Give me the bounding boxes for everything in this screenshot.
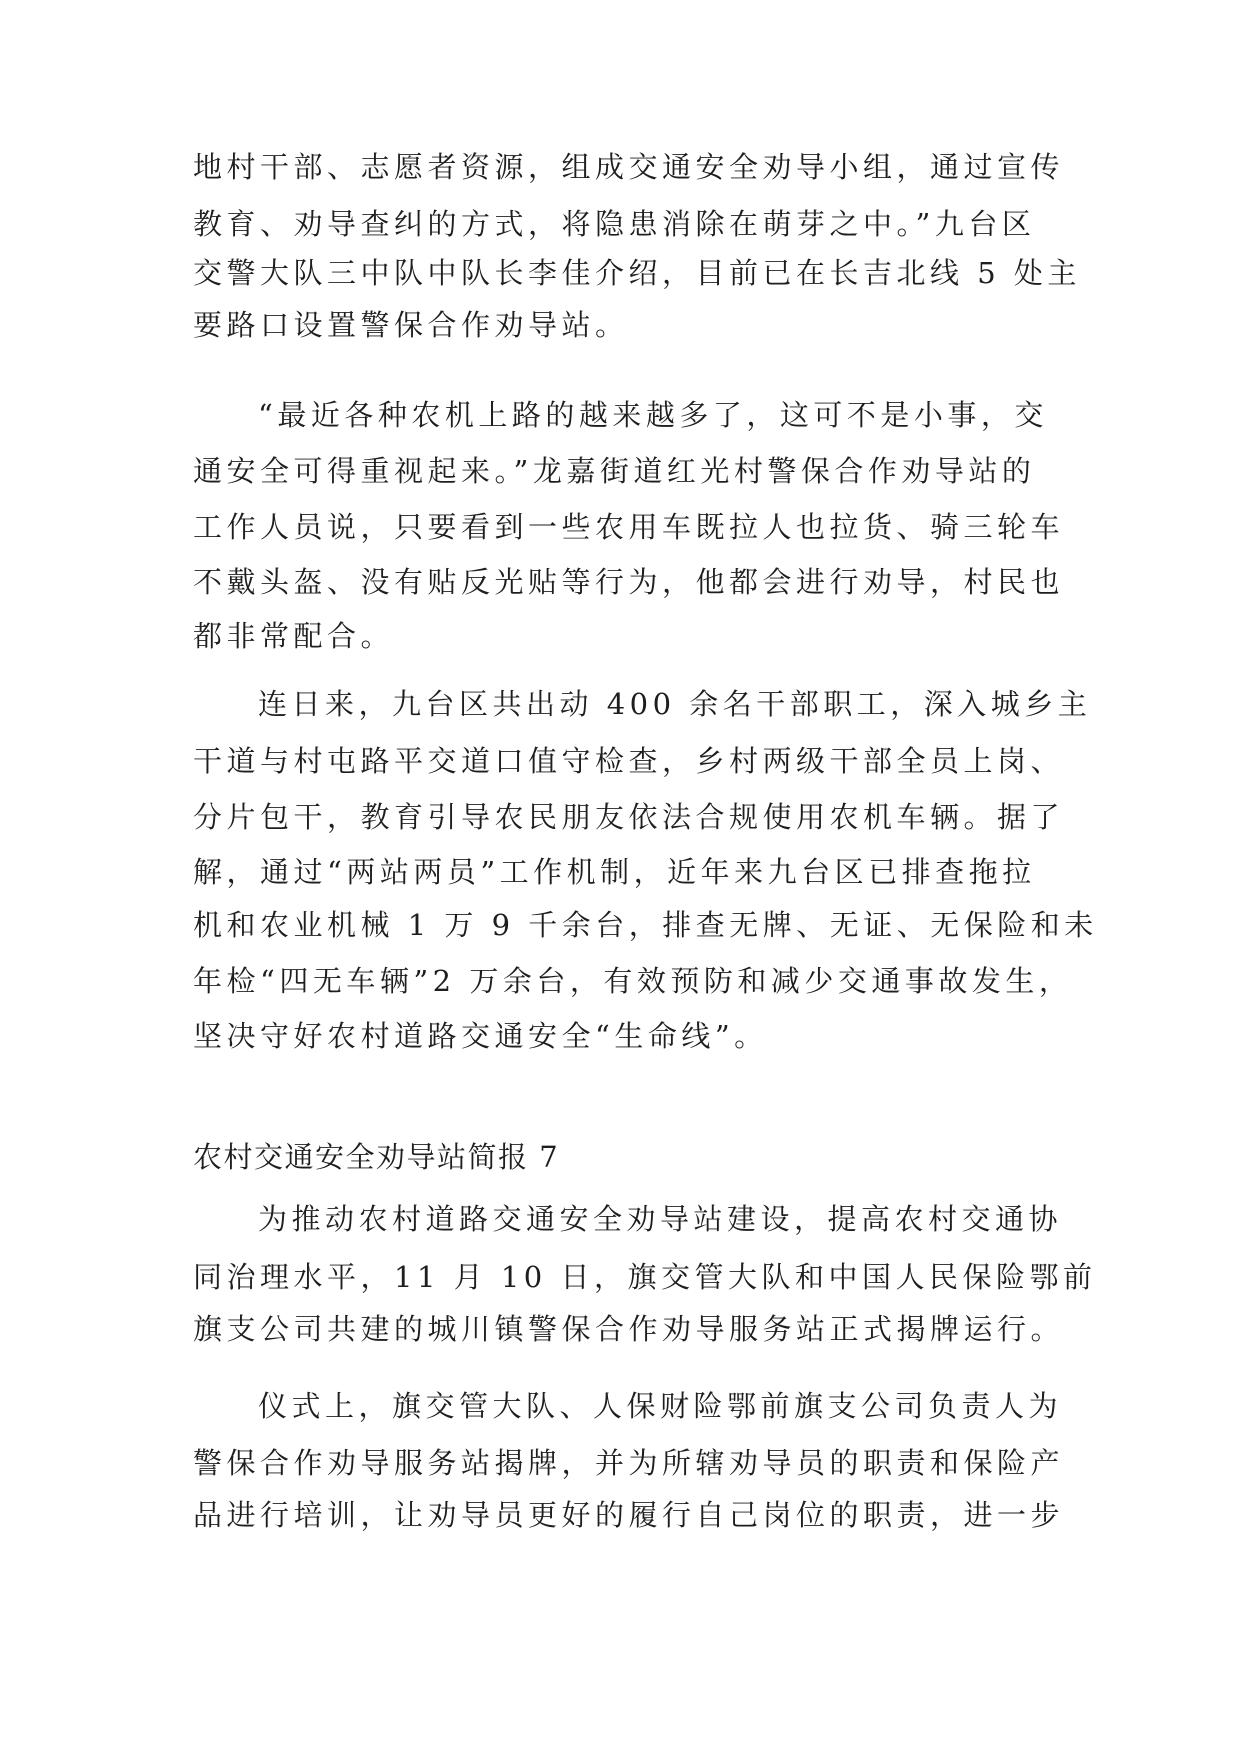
text-line: 同治理水平，11 月 10 日，旗交管大队和中国人民保险鄂前 [193, 1260, 1097, 1294]
text-line: 不戴头盔、没有贴反光贴等行为，他都会进行劝导，村民也 [193, 565, 1065, 599]
text-line: 为推动农村道路交通安全劝导站建设，提高农村交通协 [258, 1202, 1063, 1236]
text-line: “最近各种农机上路的越来越多了，这可不是小事，交 [258, 398, 1048, 432]
text-line: 要路口设置警保合作劝导站。 [193, 308, 629, 342]
text-line: 年检“四无车辆”2 万余台，有效预防和减少交通事故发生， [193, 964, 1073, 998]
text-line: 干道与村屯路平交道口值守检查，乡村两级干部全员上岗、 [193, 744, 1065, 778]
text-line: 旗支公司共建的城川镇警保合作劝导服务站正式揭牌运行。 [193, 1312, 1065, 1346]
text-line: 连日来，九台区共出动 400 余名干部职工，深入城乡主 [258, 687, 1092, 721]
text-line: 解，通过“两站两员”工作机制，近年来九台区已排查拖拉 [193, 855, 1036, 889]
text-line: 坚决守好农村道路交通安全“生命线”。 [193, 1019, 768, 1053]
section-title: 农村交通安全劝导站简报 7 [193, 1140, 560, 1174]
text-line: 地村干部、志愿者资源，组成交通安全劝导小组，通过宣传 [193, 150, 1065, 184]
text-line: 仪式上，旗交管大队、人保财险鄂前旗支公司负责人为 [258, 1389, 1063, 1423]
text-line: 都非常配合。 [193, 619, 395, 653]
text-line: 工作人员说，只要看到一些农用车既拉人也拉货、骑三轮车 [193, 510, 1065, 544]
text-line: 品进行培训，让劝导员更好的履行自己岗位的职责，进一步 [193, 1498, 1065, 1532]
text-line: 分片包干，教育引导农民朋友依法合规使用农机车辆。据了 [193, 800, 1065, 834]
text-line: 通安全可得重视起来。”龙嘉街道红光村警保合作劝导站的 [193, 454, 1036, 488]
text-line: 交警大队三中队中队长李佳介绍，目前已在长吉北线 5 处主 [193, 256, 1081, 290]
text-line: 教育、劝导查纠的方式，将隐患消除在萌芽之中。”九台区 [193, 207, 1036, 241]
text-line: 机和农业机械 1 万 9 千余台，排查无牌、无证、无保险和未 [193, 908, 1098, 942]
text-line: 警保合作劝导服务站揭牌，并为所辖劝导员的职责和保险产 [193, 1446, 1065, 1480]
